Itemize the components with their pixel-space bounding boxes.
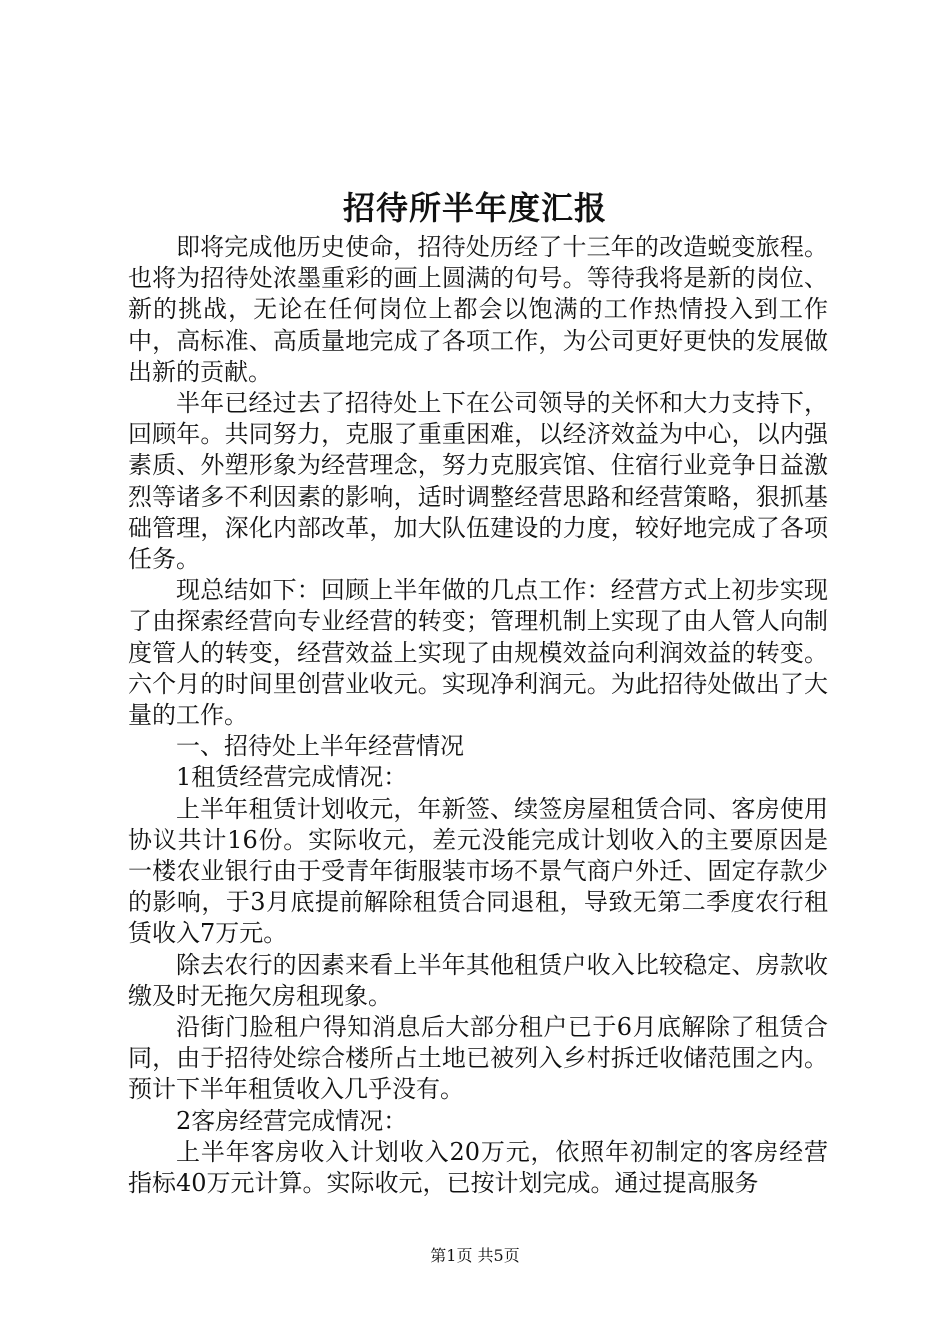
subsection-heading: 1租赁经营完成情况： (176, 763, 408, 792)
document-title: 招待所半年度汇报 (342, 189, 607, 227)
paragraph: 除去农行的因素来看上半年其他租赁户收入比较稳定、房款收缴及时无拖欠房租现象。 (128, 950, 828, 1010)
paragraph: 上半年租赁计划收元，年新签、续签房屋租赁合同、客房使用协议共计16份。实际收元，差元没能完成计划收入的主要原因是一楼农业银行由于受青年街服装市场不景气商户外迁、固定存款少的影响，于3月底提前解除租赁合同退租，导致无第二季度农行租赁收入7万元。 (128, 794, 828, 948)
paragraph: 沿街门脸租户得知消息后大部分租户已于6月底解除了租赁合同，由于招待处综合楼所占土地已被列入乡村拆迁收储范围之内。预计下半年租赁收入几乎没有。 (128, 1013, 828, 1104)
subsection-heading: 2客房经营完成情况： (176, 1106, 408, 1135)
paragraph: 即将完成他历史使命，招待处历经了十三年的改造蜕变旅程。也将为招待处浓墨重彩的画上圆满的句号。等待我将是新的岗位、新的挑战，无论在任何岗位上都会以饱满的工作热情投入到工作中，高标准、高质量地完成了各项工作，为公司更好更快的发展做出新的贡献。 (128, 233, 828, 386)
paragraph: 上半年客房收入计划收入20万元，依照年初制定的客房经营指标40万元计算。实际收元，已按计划完成。通过提高服务 (128, 1137, 828, 1198)
section-heading: 一、招待处上半年经营情况 (176, 732, 464, 761)
paragraph: 现总结如下：回顾上半年做的几点工作：经营方式上初步实现了由探索经营向专业经营的转变；管理机制上实现了由人管人向制度管人的转变，经营效益上实现了由规模效益向利润效益的转变。六个月的时间里创营业收元。实现净利润元。为此招待处做出了大量的工作。 (128, 576, 828, 730)
paragraph: 半年已经过去了招待处上下在公司领导的关怀和大力支持下，回顾年。共同努力，克服了重重困难，以经济效益为中心，以内强素质、外塑形象为经营理念，努力克服宾馆、住宿行业竞争日益激烈等诸多不利因素的影响，适时调整经营思路和经营策略，狠抓基础管理，深化内部改革，加大队伍建设的力度，较好地完成了各项任务。 (128, 389, 828, 574)
page-footer: 第1页 共5页 (430, 1246, 520, 1265)
document-body (128, 232, 828, 1199)
